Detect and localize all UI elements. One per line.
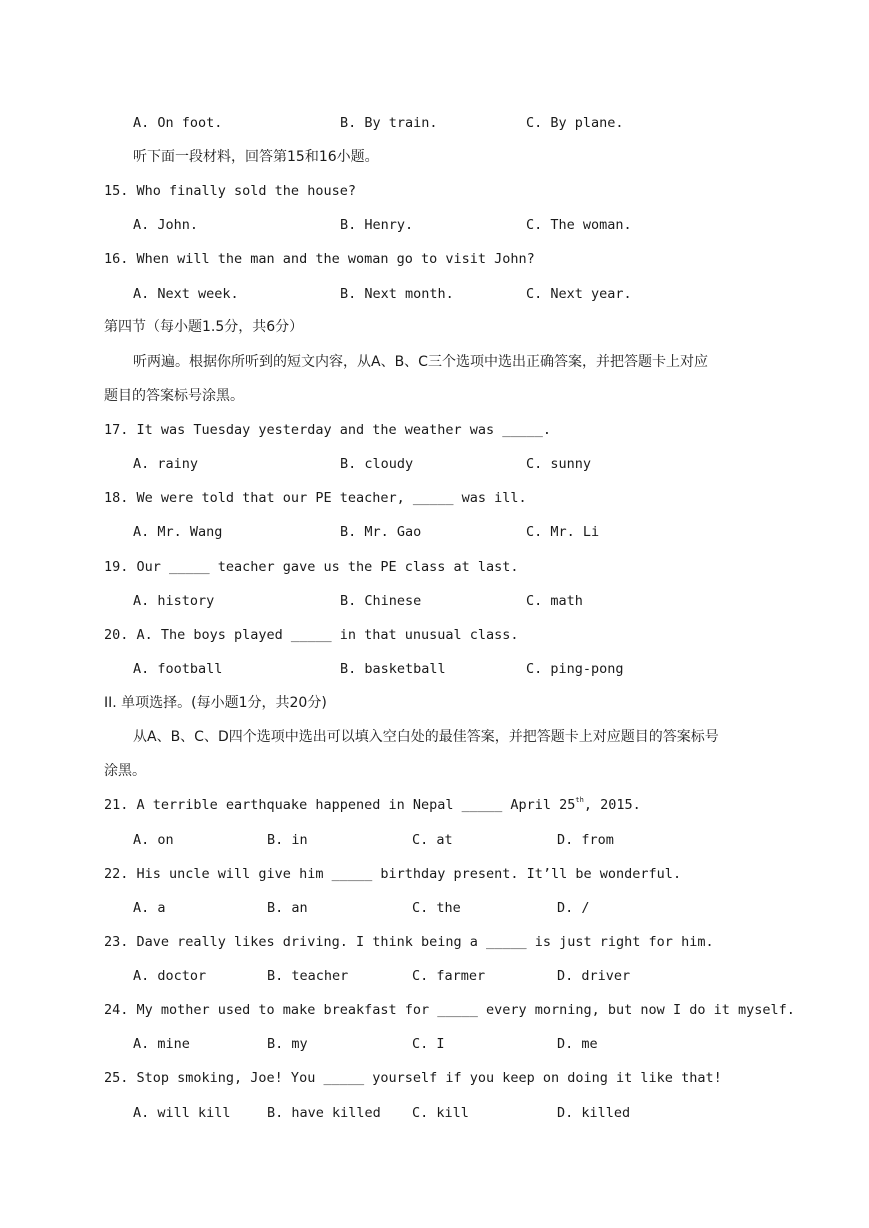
q21-option-a: A. on xyxy=(133,832,174,848)
q19-option-a: A. history xyxy=(133,593,215,609)
q19-option-b: B. Chinese xyxy=(340,593,422,609)
q17-option-a: A. rainy xyxy=(133,456,199,472)
q20-option-c: C. ping-pong xyxy=(526,661,624,677)
part2-instruction-line1: 从A、B、C、D四个选项中选出可以填入空白处的最佳答案，并把答题卡上对应题目的答案标号 xyxy=(133,729,719,745)
q17-option-b: B. cloudy xyxy=(340,456,414,472)
section4-instruction-line1: 听两遍。根据你所听到的短文内容，从A、B、C三个选项中选出正确答案，并把答题卡上对应 xyxy=(133,354,708,370)
q24-option-a: A. mine xyxy=(133,1036,190,1052)
q21-option-c: C. at xyxy=(412,832,453,848)
part2-title: II. 单项选择。(每小题1分，共20分) xyxy=(104,695,327,711)
q25-option-b: B. have killed xyxy=(267,1105,381,1121)
q15-option-a: A. John. xyxy=(133,217,199,233)
q15-option-c: C. The woman. xyxy=(526,217,632,233)
q22-option-d: D. / xyxy=(557,900,590,916)
q25-option-a: A. will kill xyxy=(133,1105,231,1121)
q22-option-b: B. an xyxy=(267,900,308,916)
q23-option-b: B. teacher xyxy=(267,968,349,984)
q22-option-a: A. a xyxy=(133,900,166,916)
section4-instruction-line2: 题目的答案标号涂黑。 xyxy=(104,388,244,404)
q23-option-d: D. driver xyxy=(557,968,631,984)
q24-option-c: C. I xyxy=(412,1036,445,1052)
q14-option-b: B. By train. xyxy=(340,115,438,131)
q18-option-c: C. Mr. Li xyxy=(526,524,600,540)
q21-stem xyxy=(104,796,641,814)
q14-option-a: A. On foot. xyxy=(133,115,223,131)
q21-option-b: B. in xyxy=(267,832,308,848)
q14-option-c: C. By plane. xyxy=(526,115,624,131)
q18-option-b: B. Mr. Gao xyxy=(340,524,422,540)
q17-option-c: C. sunny xyxy=(526,456,592,472)
q20-stem: 20. A. The boys played _____ in that unusual class. xyxy=(104,627,519,643)
q21-stem-end: , 2015. xyxy=(583,797,641,813)
q22-option-c: C. the xyxy=(412,900,461,916)
q24-option-d: D. me xyxy=(557,1036,598,1052)
q23-stem: 23. Dave really likes driving. I think being a _____ is just right for him. xyxy=(104,934,714,950)
q21-option-d: D. from xyxy=(557,832,614,848)
part2-instruction-line2: 涂黑。 xyxy=(104,763,146,779)
q20-option-b: B. basketball xyxy=(340,661,446,677)
q24-stem: 24. My mother used to make breakfast for _____ every morning, but now I do it myself. xyxy=(104,1002,795,1018)
q22-stem: 22. His uncle will give him _____ birthday present. It’ll be wonderful. xyxy=(104,866,682,882)
q24-option-b: B. my xyxy=(267,1036,308,1052)
q18-option-a: A. Mr. Wang xyxy=(133,524,223,540)
q23-option-a: A. doctor xyxy=(133,968,207,984)
q21-stem-superscript: th xyxy=(575,796,584,804)
q25-option-c: C. kill xyxy=(412,1105,469,1121)
q15-option-b: B. Henry. xyxy=(340,217,414,233)
q15-stem: 15. Who finally sold the house? xyxy=(104,183,356,199)
q16-option-a: A. Next week. xyxy=(133,286,239,302)
q16-stem: 16. When will the man and the woman go to visit John? xyxy=(104,251,535,267)
q23-option-c: C. farmer xyxy=(412,968,486,984)
q20-option-a: A. football xyxy=(133,661,223,677)
q18-stem: 18. We were told that our PE teacher, _____ was ill. xyxy=(104,490,527,506)
q25-option-d: D. killed xyxy=(557,1105,631,1121)
instruction-15-16: 听下面一段材料，回答第15和16小题。 xyxy=(133,149,379,165)
q19-stem: 19. Our _____ teacher gave us the PE class at last. xyxy=(104,559,519,575)
section4-title: 第四节（每小题1.5分，共6分） xyxy=(104,319,304,335)
q25-stem: 25. Stop smoking, Joe! You _____ yourself if you keep on doing it like that! xyxy=(104,1070,722,1086)
q16-option-b: B. Next month. xyxy=(340,286,454,302)
q17-stem: 17. It was Tuesday yesterday and the weather was _____. xyxy=(104,422,552,438)
q21-stem-main: 21. A terrible earthquake happened in Nepal _____ April 25 xyxy=(104,797,576,813)
q19-option-c: C. math xyxy=(526,593,583,609)
q16-option-c: C. Next year. xyxy=(526,286,632,302)
